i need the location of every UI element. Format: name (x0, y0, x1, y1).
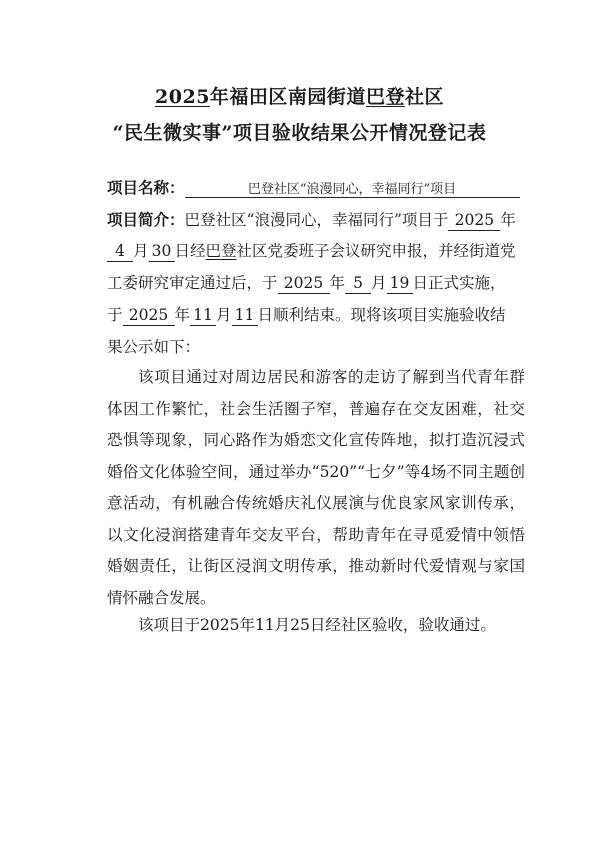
intro-line-1 (107, 212, 527, 231)
intro-text: 日顺利结束。现将该项目实施验收结 (257, 306, 506, 324)
title-part2: 社区 (404, 86, 444, 108)
start-year: 2025 (278, 276, 330, 294)
submit-month: 4 (107, 244, 133, 262)
intro-text: 社区党委班子会议研究申报，并经街道党 (236, 242, 516, 260)
title-part1: 年福田区南园街道 (209, 86, 366, 108)
intro-line-5: 果公示如下： (107, 338, 201, 356)
end-day: 11 (232, 308, 258, 326)
intro-text: 日经 (174, 242, 206, 260)
intro-line-3 (107, 276, 527, 294)
body-paragraph-1: 该项目通过对周边居民和游客的走访了解到当代青年群体因工作繁忙，社会生活圈子窄，普遍存在交友困难，社交恐惧等现象，同心路作为婚恋文化宣传阵地，拟打造沉浸式婚俗文化体验空间，通过举办“520”“七夕”等4场不同主题创意活动，有机融合传统婚庆礼仪展演与优良家风家训传承，以文化浸润搭建青年交友平台，帮助青年在寻觅爱情中领悟婚姻责任，让街区浸润文明传承，推动新时代爱情观与家国情怀融合发展。 (107, 368, 525, 607)
body-paragraph-2: 该项目于2025年11月25日经社区验收，验收通过。 (138, 616, 496, 634)
end-month: 11 (190, 308, 216, 326)
document-title-line1 (0, 82, 599, 109)
intro-text: 年 (329, 274, 346, 292)
intro-text: 月 (133, 242, 149, 260)
intro-text: 日正式实施， (412, 274, 506, 292)
end-year: 2025 (123, 308, 175, 326)
project-name-row (107, 180, 527, 198)
intro-text: 工委研究审定通过后，于 (107, 274, 278, 292)
start-day: 19 (387, 276, 413, 294)
intro-line-2 (107, 244, 527, 262)
submit-year: 2025 (448, 213, 500, 231)
intro-text: 于 (107, 306, 123, 324)
intro-text: 月 (371, 274, 387, 292)
title-community: 巴登 (365, 86, 405, 108)
project-name-label: 项目名称： (107, 178, 185, 197)
intro-line-4 (107, 308, 527, 326)
intro-text: 月 (216, 306, 232, 324)
document-title-line2: “民生微实事”项目验收结果公开情况登记表 (112, 122, 487, 144)
intro-text: 巴登社区“浪漫同心，幸福同行”项目于 (184, 211, 449, 229)
start-month: 5 (345, 276, 371, 294)
intro-text: 年 (174, 306, 191, 324)
title-year: 2025 (155, 86, 210, 108)
project-intro-label: 项目简介： (107, 210, 185, 229)
submit-day: 30 (149, 244, 175, 262)
project-name-value: 巴登社区“浪漫同心，幸福同行”项目 (185, 183, 520, 198)
intro-community: 巴登 (205, 242, 237, 260)
intro-text: 年 (500, 211, 516, 229)
